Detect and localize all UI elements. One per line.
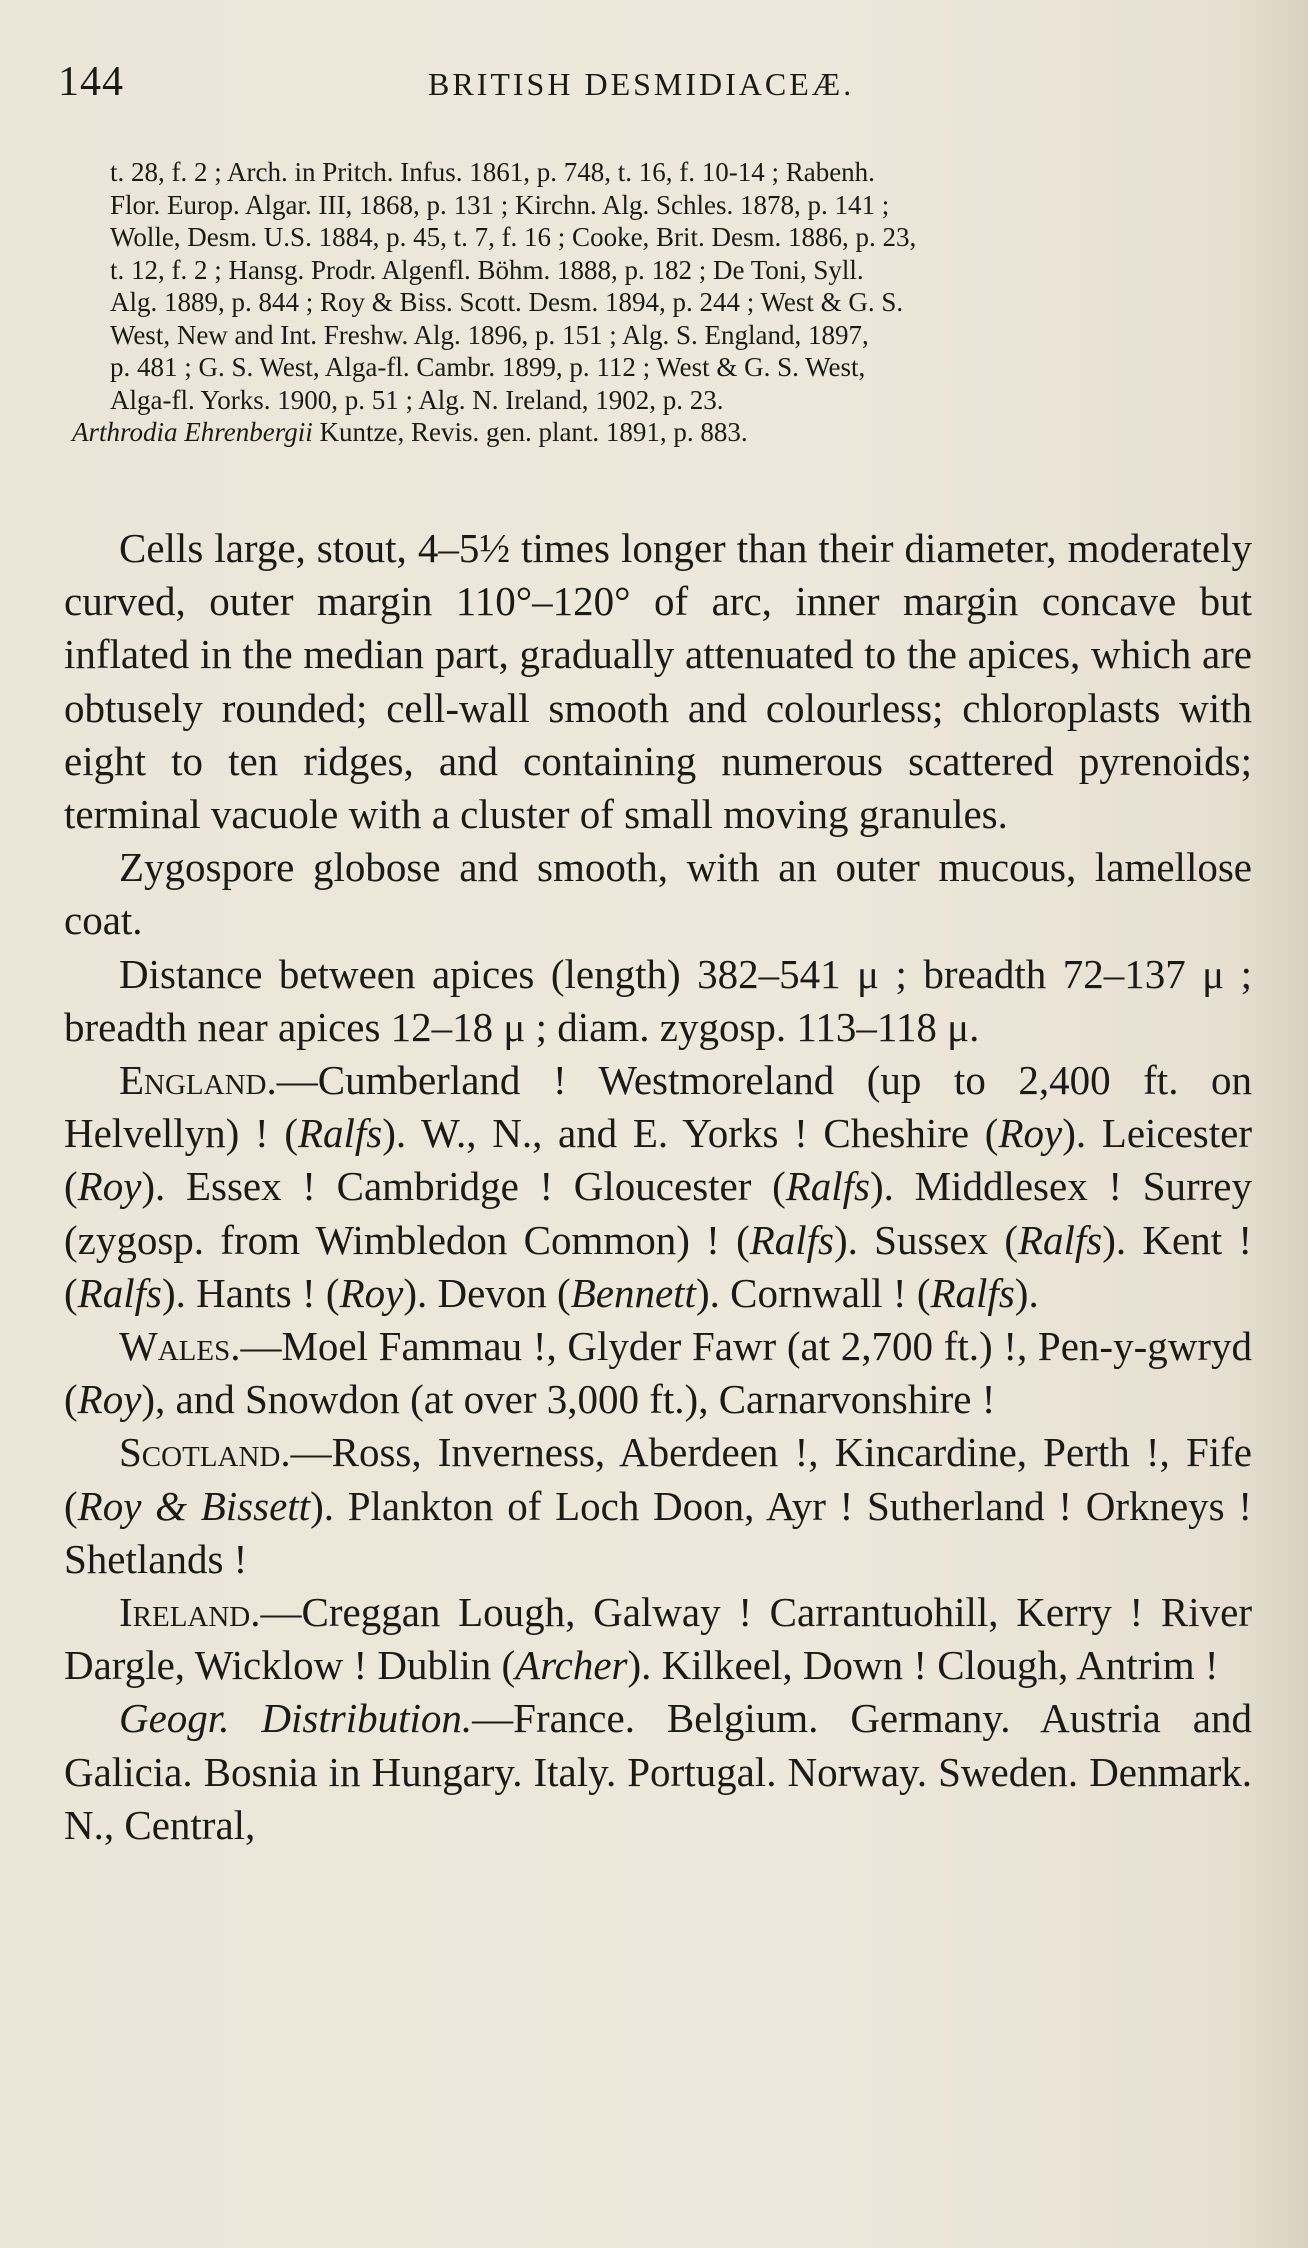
reference-line: West, New and Int. Freshw. Alg. 1896, p. 151 ; Alg. S. England, 1897,	[110, 319, 869, 350]
synonym-citation: Kuntze, Revis. gen. plant. 1891, p. 883.	[312, 417, 748, 447]
references-block	[72, 156, 1260, 449]
distribution-wales: Wales.—Moel Fammau !, Glyder Fawr (at 2,700 ft.) !, Pen-y-gwryd (Roy), and Snowdon (at over 3,000 ft.), Carnarvonshire !	[64, 1323, 1252, 1423]
distribution-england: England.—Cumberland ! Westmoreland (up to 2,400 ft. on Helvellyn) ! (Ralfs). W., N., and E. Yorks ! Cheshire (Roy). Leicester (Roy). Essex ! Cambridge ! Gloucester (Ralfs). Middlesex ! Surrey (zygosp. from Wimbledon Common) ! (Ralfs). Sussex (Ralfs). Kent ! (Ralfs). Hants ! (Roy). Devon (Bennett). Cornwall ! (Ralfs).	[64, 1057, 1253, 1316]
reference-line: p. 481 ; G. S. West, Alga-fl. Cambr. 1899, p. 112 ; West & G. S. West,	[110, 352, 866, 382]
geographical-distribution: Geogr. Distribution.—France. Belgium. Germany. Austria and Galicia. Bosnia in Hungary. Italy. Portugal. Norway. Sweden. Denmark. N., Central,	[64, 1695, 1252, 1848]
main-text	[64, 522, 1252, 1852]
distribution-scotland: Scotland.—Ross, Inverness, Aberdeen !, Kincardine, Perth !, Fife (Roy & Bissett). Plankton of Loch Doon, Ayr ! Sutherland ! Orkneys ! Shetlands !	[64, 1429, 1253, 1582]
authority: Roy	[998, 1110, 1063, 1157]
reference-line: Flor. Europ. Algar. III, 1868, p. 131 ; Kirchn. Alg. Schles. 1878, p. 141 ;	[110, 189, 890, 220]
reference-line: t. 12, f. 2 ; Hansg. Prodr. Algenfl. Böhm. 1888, p. 182 ; De Toni, Syll.	[110, 254, 864, 285]
cells-description: Cells large, stout, 4–5½ times longer than their diameter, moderately curved, outer margin 110°–120° of arc, inner margin concave but inflated in the median part, gradually attenuated to the apices, which are obtusely rounded; cell-wall smooth and colourless; chloroplasts with eight to ten ridges, and containing numerous scattered pyrenoids; terminal vacuole with a cluster of small moving granules.	[64, 525, 1252, 838]
authority: Ralfs	[77, 1269, 162, 1316]
synonym-name: Arthrodia Ehrenbergii	[72, 417, 313, 447]
region-label: England.	[119, 1057, 277, 1104]
page-number: 144	[58, 59, 124, 105]
authority: Ralfs	[1017, 1216, 1103, 1263]
region-label: Ireland.	[119, 1589, 261, 1636]
distribution-ireland: Ireland.—Creggan Lough, Galway ! Carrantuohill, Kerry ! River Dargle, Wicklow ! Dublin (Archer). Kilkeel, Down ! Clough, Antrim !	[64, 1589, 1252, 1689]
region-label: Wales.	[119, 1323, 241, 1370]
reference-line: Alg. 1889, p. 844 ; Roy & Biss. Scott. Desm. 1894, p. 244 ; West & G. S.	[110, 287, 904, 317]
authority: Bennett	[570, 1269, 696, 1316]
reference-line: Alga-fl. Yorks. 1900, p. 51 ; Alg. N. Ireland, 1902, p. 23.	[110, 384, 724, 415]
zygospore-description: Zygospore globose and smooth, with an outer mucous, lamellose coat.	[64, 844, 1252, 944]
authority: Ralfs	[785, 1163, 871, 1210]
reference-line: Wolle, Desm. U.S. 1884, p. 45, t. 7, f. 16 ; Cooke, Brit. Desm. 1886, p. 23,	[110, 222, 917, 252]
authority: Roy & Bissett	[77, 1482, 311, 1529]
reference-line: t. 28, f. 2 ; Arch. in Pritch. Infus. 1861, p. 748, t. 16, f. 10-14 ; Rabenh.	[110, 157, 875, 187]
authority: Roy	[77, 1163, 142, 1210]
synonym-line	[72, 416, 1260, 449]
authority: Ralfs	[930, 1269, 1015, 1316]
running-title: BRITISH DESMIDIACEÆ.	[428, 66, 855, 102]
page-header	[58, 58, 1268, 118]
authority: Roy	[339, 1269, 404, 1316]
dimensions-paragraph: Distance between apices (length) 382–541 μ ; breadth 72–137 μ ; breadth near apices 12–18 μ ; diam. zygosp. 113–118 μ.	[64, 950, 1252, 1050]
section-label: Geogr. Distribution.	[119, 1695, 473, 1742]
authority: Archer	[515, 1642, 628, 1689]
authority: Roy	[77, 1376, 142, 1423]
region-label: Scotland.	[119, 1429, 291, 1476]
authority: Ralfs	[749, 1216, 835, 1263]
authority: Ralfs	[297, 1110, 383, 1157]
